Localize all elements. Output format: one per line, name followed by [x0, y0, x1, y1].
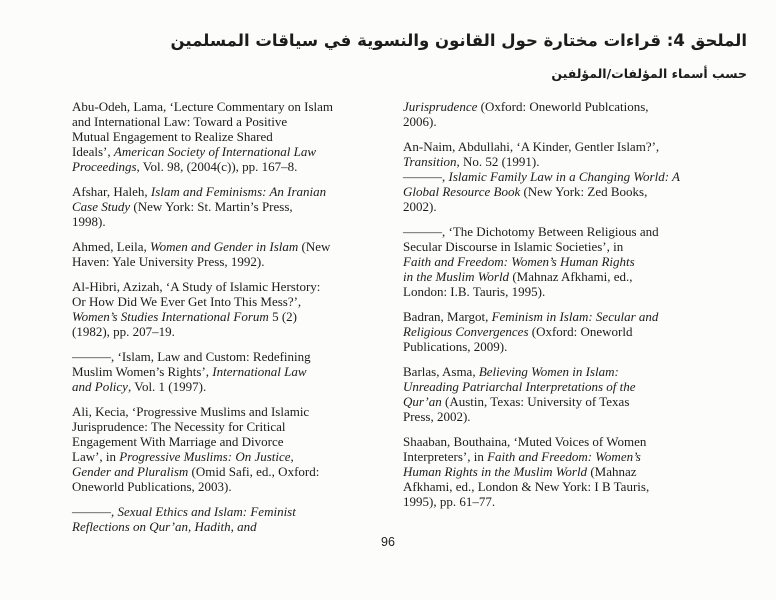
bibliography-line: Afkhami, ed., London & New York: I B Tauris, — [403, 479, 650, 494]
bibliography-line: Abu-Odeh, Lama, ‘Lecture Commentary on Islam — [72, 99, 333, 114]
bibliography-line: ———, ‘Islam, Law and Custom: Redefining — [72, 349, 311, 364]
bibliography-line: Proceedings, Vol. 98, (2004(c)), pp. 167–8. — [72, 159, 298, 174]
bibliography-line: Press, 2002). — [403, 409, 471, 424]
bibliography-line: Or How Did We Ever Get Into This Mess?’, — [72, 294, 302, 309]
bibliography-line: Women’s Studies International Forum 5 (2) — [72, 309, 297, 324]
bibliography-line: Reflections on Qur’an, Hadith, and — [72, 519, 257, 534]
bibliography-entry — [403, 224, 715, 299]
bibliography-line: Publications, 2009). — [403, 339, 508, 354]
bibliography-line: Qur’an (Austin, Texas: University of Texas — [403, 394, 630, 409]
bibliography-line: Afshar, Haleh, Islam and Feminisms: An Iranian — [72, 184, 327, 199]
bibliography-line: 1998). — [72, 214, 106, 229]
bibliography-line: Faith and Freedom: Women’s Human Rights — [403, 254, 635, 269]
bibliography-line: Ideals’, American Society of International Law — [72, 144, 317, 159]
bibliography-line: and Policy, Vol. 1 (1997). — [72, 379, 207, 394]
bibliography-line: Ali, Kecia, ‘Progressive Muslims and Islamic — [72, 404, 310, 419]
bibliography-line: Gender and Pluralism (Omid Safi, ed., Oxford: — [72, 464, 320, 479]
bibliography-line: Al-Hibri, Azizah, ‘A Study of Islamic Herstory: — [72, 279, 321, 294]
bibliography-column-left — [72, 99, 372, 544]
bibliography-line: 2002). — [403, 199, 437, 214]
bibliography-entry — [72, 279, 372, 339]
bibliography-entry — [72, 184, 372, 229]
bibliography-line: Mutual Engagement to Realize Shared — [72, 129, 273, 144]
bibliography-line: Interpreters’, in Faith and Freedom: Women’s — [403, 449, 641, 464]
bibliography-line: Engagement With Marriage and Divorce — [72, 434, 284, 449]
bibliography-line: London: I.B. Tauris, 1995). — [403, 284, 546, 299]
bibliography-entry — [72, 504, 372, 534]
bibliography-line: Unreading Patriarchal Interpretations of the — [403, 379, 636, 394]
bibliography-entry — [403, 139, 715, 214]
bibliography-line: Haven: Yale University Press, 1992). — [72, 254, 265, 269]
appendix-subtitle: حسب أسماء المؤلفات/المؤلفين — [551, 66, 747, 81]
bibliography-line: and International Law: Toward a Positive — [72, 114, 288, 129]
bibliography-line: Ahmed, Leila, Women and Gender in Islam (New — [72, 239, 331, 254]
bibliography-line: Oneworld Publications, 2003). — [72, 479, 232, 494]
bibliography-line: Transition, No. 52 (1991). — [403, 154, 540, 169]
bibliography-entry — [72, 349, 372, 394]
bibliography-entry — [72, 239, 372, 269]
bibliography-line: 1995), pp. 61–77. — [403, 494, 496, 509]
bibliography-entry — [72, 99, 372, 174]
bibliography-line: Global Resource Book (New York: Zed Books, — [403, 184, 648, 199]
bibliography-line: ———, Sexual Ethics and Islam: Feminist — [72, 504, 296, 519]
appendix-title: الملحق 4: قراءات مختارة حول القانون والنسوية في سياقات المسلمين — [170, 31, 747, 50]
bibliography-line: Shaaban, Bouthaina, ‘Muted Voices of Women — [403, 434, 647, 449]
bibliography-line: Human Rights in the Muslim World (Mahnaz — [403, 464, 637, 479]
page-number: 96 — [381, 535, 395, 549]
bibliography-entry — [403, 99, 715, 129]
bibliography-entry — [72, 404, 372, 494]
bibliography-entry — [403, 309, 715, 354]
bibliography-line: An-Naim, Abdullahi, ‘A Kinder, Gentler Islam?’, — [403, 139, 660, 154]
bibliography-column-right — [403, 99, 715, 519]
bibliography-line: ———, Islamic Family Law in a Changing World: A — [403, 169, 680, 184]
bibliography-entry — [403, 434, 715, 509]
bibliography-line: Barlas, Asma, Believing Women in Islam: — [403, 364, 619, 379]
bibliography-line: Secular Discourse in Islamic Societies’, in — [403, 239, 624, 254]
bibliography-line: Religious Convergences (Oxford: Oneworld — [403, 324, 633, 339]
bibliography-line: Law’, in Progressive Muslims: On Justice, — [72, 449, 294, 464]
bibliography-line: Muslim Women’s Rights’, International Law — [72, 364, 307, 379]
bibliography-line: Case Study (New York: St. Martin’s Press, — [72, 199, 293, 214]
page-header — [0, 28, 747, 84]
bibliography-line: (1982), pp. 207–19. — [72, 324, 175, 339]
bibliography-line: 2006). — [403, 114, 437, 129]
bibliography-line: Jurisprudence: The Necessity for Critical — [72, 419, 286, 434]
bibliography-line: in the Muslim World (Mahnaz Afkhami, ed., — [403, 269, 633, 284]
bibliography-line: Badran, Margot, Feminism in Islam: Secular and — [403, 309, 659, 324]
bibliography-line: Jurisprudence (Oxford: Oneworld Publcations, — [403, 99, 649, 114]
bibliography-entry — [403, 364, 715, 424]
bibliography-line: ———, ‘The Dichotomy Between Religious and — [403, 224, 659, 239]
